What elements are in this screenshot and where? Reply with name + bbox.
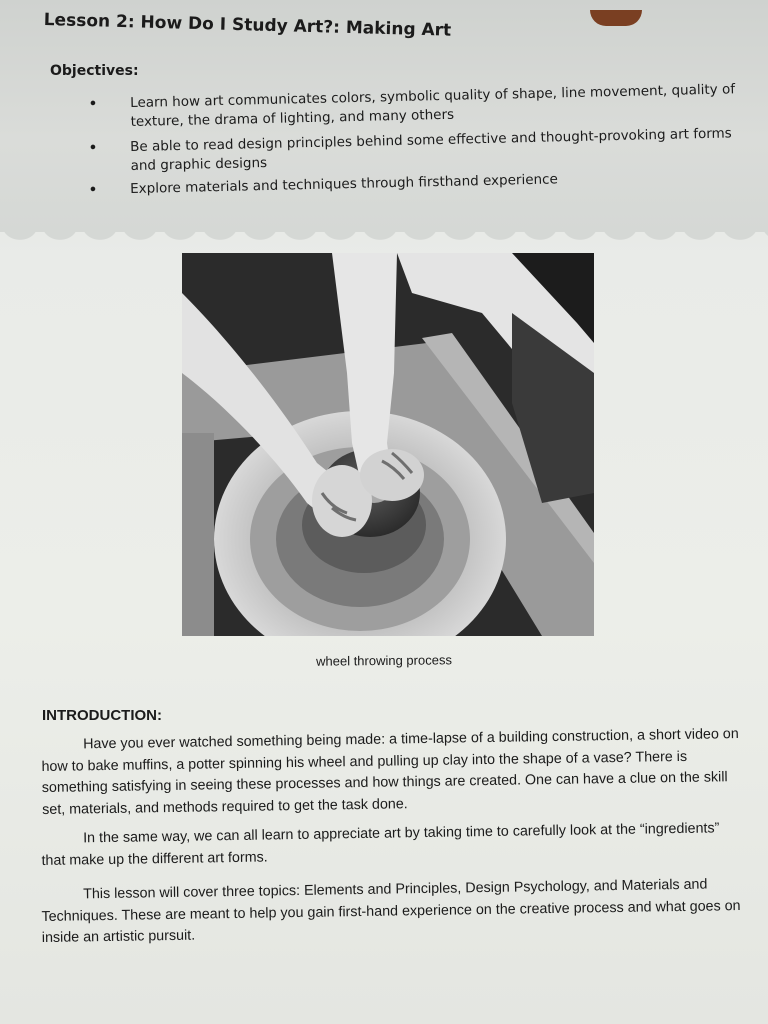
objective-text: Learn how art communicates colors, symbolic quality of shape, line movement, quality of texture, the drama of lighting, and many others xyxy=(130,81,736,131)
bullet-icon: • xyxy=(87,137,98,157)
introduction-paragraph: In the same way, we can all learn to appreciate art by taking time to carefully look at the “ingredients” that make up the different art forms. xyxy=(41,820,720,869)
introduction-paragraph: Have you ever watched something being made: a time-lapse of a building construction, a short video on how to bake muffins, a potter spinning his wheel and pulling up clay into the shape of a vase? There is something satisfying in seeing these processes and how things are created. One can have a clue on the skill set, materials, and methods required to get the task done. xyxy=(41,726,739,818)
objectives-heading: Objectives: xyxy=(50,63,139,79)
objective-text: Be able to read design principles behind some effective and thought-provoking art forms and graphic designs xyxy=(130,125,732,175)
objective-text: Explore materials and techniques through firsthand experience xyxy=(130,171,559,198)
bullet-icon: • xyxy=(87,93,98,113)
lesson-title: Lesson 2: How Do I Study Art?: Making Art xyxy=(43,10,452,41)
pottery-wheel-illustration xyxy=(182,253,594,636)
objectives-list xyxy=(87,81,738,200)
introduction-heading: INTRODUCTION: xyxy=(42,707,162,724)
page-corner-mark xyxy=(590,10,642,26)
figure-caption: wheel throwing process xyxy=(315,652,452,669)
pottery-wheel-photo xyxy=(182,253,594,636)
bullet-icon: • xyxy=(87,179,98,199)
introduction-paragraph: This lesson will cover three topics: Elements and Principles, Design Psychology, and Materials and Techniques. These are meant to help you gain first-hand experience on the creative process and what goes on inside an artistic pursuit. xyxy=(41,876,741,946)
